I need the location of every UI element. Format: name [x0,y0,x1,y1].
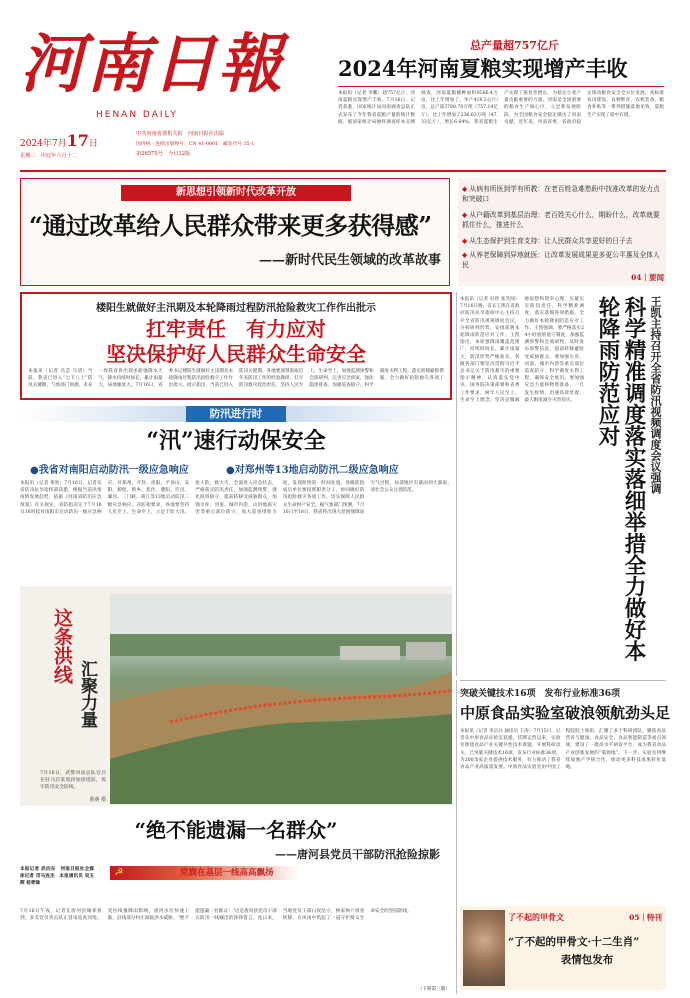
party-banner-tag: 党旗在基层一线高高飘扬 [180,868,274,878]
feature-headline-2: 坚决保护好人民群众生命安全 [106,342,366,366]
lower-headline: “绝不能遗漏一名群众” [134,818,338,842]
date-suffix: 日 [88,139,98,149]
index-box [458,178,666,286]
lower-more[interactable]: （下转第三版） [417,987,450,992]
feature-body: 本报讯（记者 冯芸 马清）当前，我省已进入“七下八上”防汛关键期，气象部门预测，未来一周我省将出现多轮强降水天气，降水持续时间长，累计雨量大，局地强度大。7月16日，省委书记楼阳生就做好主汛期及本轮降雨过程防汛抢险救灾工作作出批示。批示指出，当前已进入防汛关键期，各地要深刻汲取近年来防汛工作的经验教训，扛牢防汛救灾政治责任，坚持人民至上、生命至上，加强监测预警和会商研判，完善应急预案，强化隐患排查，加强巡查值守，科学调度水利工程，落实转移避险措施，全力做好抢险救灾各项工 [28,369,444,389]
photo-caption: 7月16日，武警河南总队官兵在驻马店某堤段加固堤防，筑牢防汛安全防线。 [40,771,106,791]
masthead-bottom-rule [20,170,666,172]
banner-headline: “通过改革给人民群众带来更多获得感” [29,211,432,240]
photo-vertical-title-b: 汇聚力量 [77,660,97,728]
flood-sub-2: ●对郑州等13地启动防汛二级应急响应 [226,465,399,476]
date-block [20,127,320,167]
index-item[interactable]: ◆ 从生态保护到生育支持：让人民群众共享更好的日子去 [462,237,633,245]
right-col-divider [456,292,457,676]
index-item[interactable]: ◆ 从户籍改革到基层治理：老百姓关心什么，期盼什么，改革就要抓住什么，推进什么 [462,211,660,229]
flood-tag: 防汛进行时 [186,406,286,422]
column-page-ref[interactable]: 05｜特刊 [629,913,662,922]
lower-byline: 本报记者 武向东 河南日报社全媒体记者 司马连杰 本报通讯员 吴玉辉 杨青锋 [20,867,94,887]
code-line: 国内统一连续出版物号：CN 41-0001 邮发代号 35-1 [136,142,255,147]
weekday: 星期三 甲辰年六月十二 [20,153,78,159]
food-top-rule [460,680,666,681]
publisher: 中共河南省委机关报 河南日报社出版 [136,131,225,137]
flood-photo [110,594,452,804]
flood-sub-1: ●我省对南阳启动防汛一级应急响应 [30,465,189,476]
banner-box [20,178,450,286]
lower-subheadline: ——唐河县党员干部防汛抢险掠影 [275,848,440,861]
index-item[interactable]: ◆ 从病有所医到学有所教：在老百姓急难愁盼中找准改革的发力点和突破口 [462,185,660,203]
lower-body: 7月16日午夜，记者在唐河县城郊看到，多支党员突击队正冒雨巡查河堤。受持续强降雨影响，唐河水位快速上涨，沿线部分村庄面临洪水威胁。“绝不能遗漏一名群众！”这是唐河县党员干部在防汛一线喊出的铮铮誓言。连日来，当地党员干部日夜坚守，挨家挨户排查转移，在风雨中筑起了一道守护群众生命安全的坚固防线。 [20,909,412,922]
photo-vertical-title-a: 这条洪线 [51,608,73,684]
index-item-text: 从户籍改革到基层治理：老百姓关心什么，期盼什么，改革就要抓住什么，推进什么 [462,211,660,229]
index-item[interactable]: ◆ 从养老保障到异地就医：让改革发展成果更多更公平惠及全体人民 [462,251,660,269]
lead-rule [338,86,664,87]
index-item-text: 从生态保护到生育支持：让人民群众共享更好的日子去 [469,237,633,245]
lead-headline: 2024年河南夏粮实现增产丰收 [338,56,628,81]
column-kicker: 了不起的甲骨文 [508,912,564,922]
food-body: 本报讯（记者 李宗兵 通讯员 王涛）7月15日，记者从中原食品实验室获悉，挂牌运营以来，实验室围绕食品产业关键共性技术难题，开展科研攻关，已突破关键技术16项，发布行业标准36项，为200余家企业提供技术服务，有力推动了我省食品产业高质量发展。中原食品实验室由中国工程院院士领衔，汇聚了多个科研团队，聚焦食品营养与健康、食品安全、食品智能制造等重点领域，建设了一批高水平研发平台，成为我省食品产业创新发展的“策源地”。下一步，实验室将继续加强产学研合作，推动更多科技成果转化落地。 [460,729,666,771]
lead-kicker: 总产量超757亿斤 [470,39,559,52]
right-vertical-kicker: 王凯主持召开全省防汛视频调度会议强调 [649,296,662,494]
column-headline-1: “了不起的甲骨文·十二生肖” [508,936,640,948]
food-headline: 中原食品实验室破浪领航劲头足 [460,704,671,722]
party-emblem-icon: ☭ [114,867,124,878]
date-line [20,131,130,150]
food-kicker: 突破关键技术16项 发布行业标准36项 [460,689,621,699]
date-day: 17 [66,131,89,150]
right-body: 本报讯（记者 归欣 张笑闻）7月16日晚，省长王凯在省政府防汛抗旱指挥中心主持召开全省防汛视频调度会议，分析研判形势，安排部署本轮降雨防范应对工作。王凯指出，本轮强降雨覆盖范围广，持续时间长，累计雨量大，防汛形势严峻复杂。各级各部门要坚决贯彻习近平总书记关于防汛救灾的重要指示精神，认真落实党中央、国务院决策部署和省委工作要求，树牢人民至上、生命至上理念，坚决克服麻痹思想和侥幸心理，压紧压实防汛责任，科学精准调度，落实落细各项措施，全力做好本轮降雨防范应对工作。王凯强调，要严格落实24小时值班值守制度，加强监测预警和会商研判，及时发布预警信息，提前转移避险受威胁群众。要加强水库、河道、城市内涝等重点部位巡查防守，科学调度水利工程，确保安全度汛。要加强应急力量和物资准备，一旦发生险情，迅速高效处置，最大限度减少灾害损失。 [460,297,584,403]
index-item-text: 从养老保障到异地就医：让改革发展成果更多更公平惠及全体人民 [462,251,660,269]
flood-photo-illustration [110,594,452,804]
column-thumbnail [463,910,505,986]
lead-body: 本报讯（记者 李鹏）超757亿斤，河南夏粮实现增产丰收。7月16日，记者获悉，国家统计局河南调查总队正式发布了今年我省夏粮产量的统计数据。据国家统计局抽样调查样本实测调查，河南夏粮播种面积8566.4万亩，比上年增加了，单产418.3公斤/亩，总产量3780.70万吨（757.14亿斤），比上年增加了236.63万吨（47.33亿斤），增长6.64%，我省夏粮生产实现了恢复性增长。为稳定小麦产量贡献重要的力量。河南是全国重要的粮食生产核心区，立足新发展阶段，为全国粮食安全稳定做出了河南贡献。近年来，河南省委、省政府稳定推动粮食安全全方位发展，高标准农田建设、良种繁育、农机装备、粮食补贴等一系列措施落地见效，夏粮生产实现了稳中有增。 [338,91,664,125]
flood-body: 本报讯（记者 黄欣）7月16日，记者从省防汛抗旱指挥部获悉，根据当前汛情雨情发展趋势，依据《河南省防汛应急预案》有关规定，省防指决定于7月16日18时起对南阳市启动防汛一级应急响应，对郑州、开封、洛阳、平顶山、安阳、鹤壁、新乡、焦作、濮阳、许昌、漯河、三门峡、商丘等13地启动防汛二级应急响应。省防指要求，各地要坚持人民至上、生命至上，立足于防大汛、抢大险、救大灾，全面进入应急状态，严格落实防汛责任，加强监测预警，强化值班值守，提前转移受威胁群众，加强水库、河道、城市内涝、山洪地质灾害等重点部位防守，加大巡查排险力度，发现险情第一时间处置。各级防指成员单位要按照职责分工，协同做好防汛抢险救灾各项工作，切实保障人民群众生命财产安全。据气象部门预测，7月16日至18日，我省将出现大范围强降雨天气过程，局部地区有暴雨到大暴雨，请社会公众注意防范。 [20,481,452,515]
masthead-logo: 河南日報 [20,27,284,102]
index-page-ref[interactable]: 04｜要闻 [631,273,664,282]
right-vertical-headline: 科学精准调度落实落细举措全力做好本轮降雨防范应对 [595,296,646,662]
photo-credit: 黄萌 摄 [89,797,106,803]
index-item-text: 从病有所医到学有所教：在老百姓急难愁盼中找准改革的发力点和突破口 [462,185,660,203]
date-prefix: 2024年7月 [20,139,67,149]
masthead-pinyin: HENAN DAILY [96,110,178,120]
banner-subheadline: ——新时代民生领域的改革故事 [258,253,441,268]
lower-col-divider [456,680,457,994]
banner-kicker: 新思想引领新时代改革开放 [176,187,296,198]
issue: 第26575号 今日12版 [136,151,191,157]
flood-headline: “汛”速行动保安全 [146,428,326,454]
feature-kicker: 楼阳生就做好主汛期及本轮降雨过程防汛抢险救灾工作作出批示 [96,303,376,314]
feature-headline-1: 扛牢责任 有力应对 [146,317,326,341]
column-headline-2: 表情包发布 [560,954,614,966]
